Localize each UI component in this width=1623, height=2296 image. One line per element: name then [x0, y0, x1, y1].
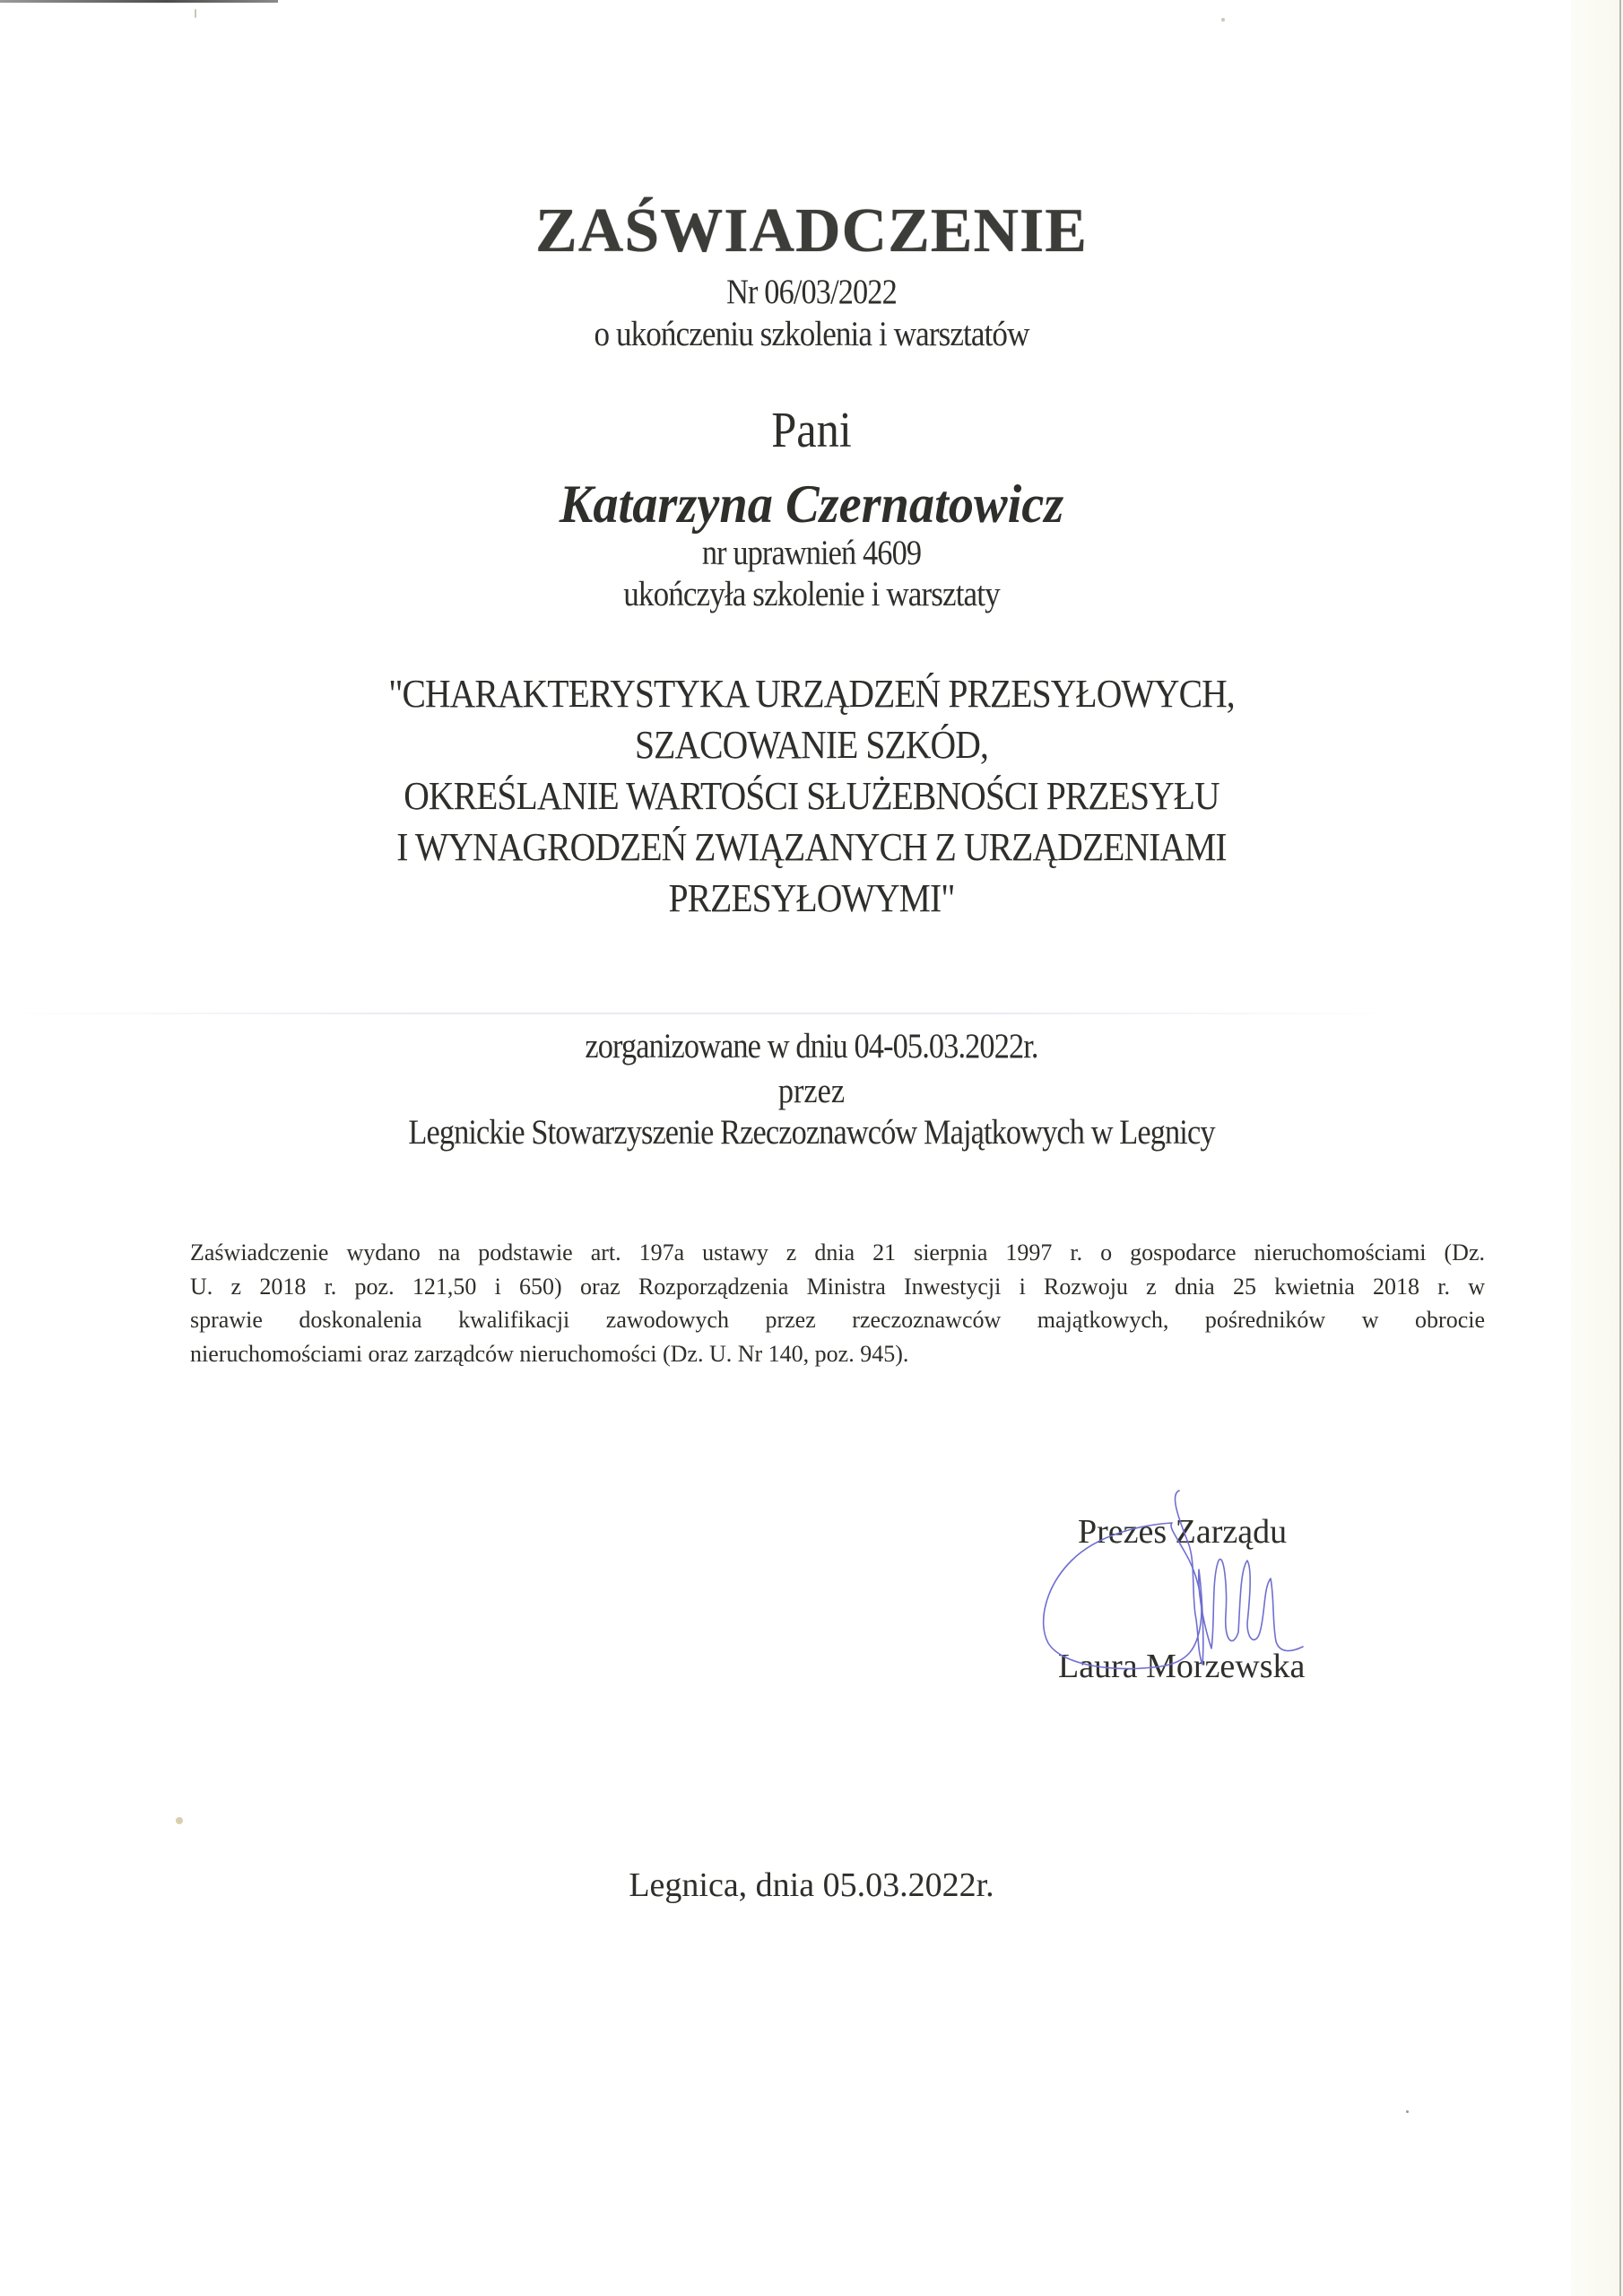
- scan-edge-top: [0, 0, 278, 3]
- license-number: nr uprawnień 4609: [701, 534, 922, 572]
- course-title-line: I WYNAGRODZEŃ ZWIĄZANYCH Z URZĄDZENIAMI: [396, 825, 1227, 869]
- scan-speck: [1406, 2110, 1409, 2113]
- certificate-subject: o ukończeniu szkolenia i warsztatów: [594, 315, 1029, 353]
- signatory-role: Prezes Zarządu: [1078, 1513, 1288, 1551]
- legal-note-line: Zaświadczenie wydano na podstawie art. 197a ustawy z dnia 21 sierpnia 1997 r. o gospodarce nieruchomościami (Dz.: [190, 1239, 1485, 1265]
- scan-speck: [176, 1817, 183, 1824]
- completion-statement: ukończyła szkolenie i warsztaty: [623, 575, 1000, 613]
- document-title: ZAŚWIADCZENIE: [535, 196, 1088, 265]
- scan-margin-right: [1571, 0, 1623, 2296]
- legal-note-line: sprawie doskonalenia kwalifikacji zawodowych przez rzeczoznawców majątkowych, pośredników w obrocie: [190, 1307, 1485, 1333]
- certificate-number: Nr 06/03/2022: [726, 273, 897, 311]
- organizer-preposition: przez: [777, 1072, 846, 1110]
- place-and-date: Legnica, dnia 05.03.2022r.: [629, 1866, 994, 1904]
- course-title-line: SZACOWANIE SZKÓD,: [635, 723, 988, 767]
- course-title-line: "CHARAKTERYSTYKA URZĄDZEŃ PRZESYŁOWYCH,: [388, 672, 1235, 716]
- organizer-name: Legnickie Stowarzyszenie Rzeczoznawców Majątkowych w Legnicy: [408, 1113, 1215, 1152]
- legal-note-line: nieruchomościami oraz zarządców nieruchomości (Dz. U. Nr 140, poz. 945).: [190, 1340, 909, 1367]
- scan-edge-right: [1619, 0, 1621, 2296]
- paper-fold-line: [0, 1013, 1399, 1014]
- course-title-line: OKREŚLANIE WARTOŚCI SŁUŻEBNOŚCI PRZESYŁU: [404, 774, 1219, 818]
- legal-basis-note: [190, 1236, 1485, 1370]
- scan-speck: [1221, 18, 1225, 22]
- scan-speck: [195, 9, 196, 18]
- event-dates: zorganizowane w dniu 04-05.03.2022r.: [585, 1027, 1038, 1065]
- signatory-name: Laura Morzewska: [1058, 1648, 1306, 1685]
- salutation: Pani: [771, 403, 852, 458]
- legal-note-line: U. z 2018 r. poz. 121,50 i 650) oraz Rozporządzenia Ministra Inwestycji i Rozwoju z dnia 25 kwietnia 2018 r. w: [190, 1273, 1485, 1300]
- course-title-line: PRZESYŁOWYMI": [668, 876, 955, 920]
- recipient-name: Katarzyna Czernatowicz: [559, 474, 1064, 534]
